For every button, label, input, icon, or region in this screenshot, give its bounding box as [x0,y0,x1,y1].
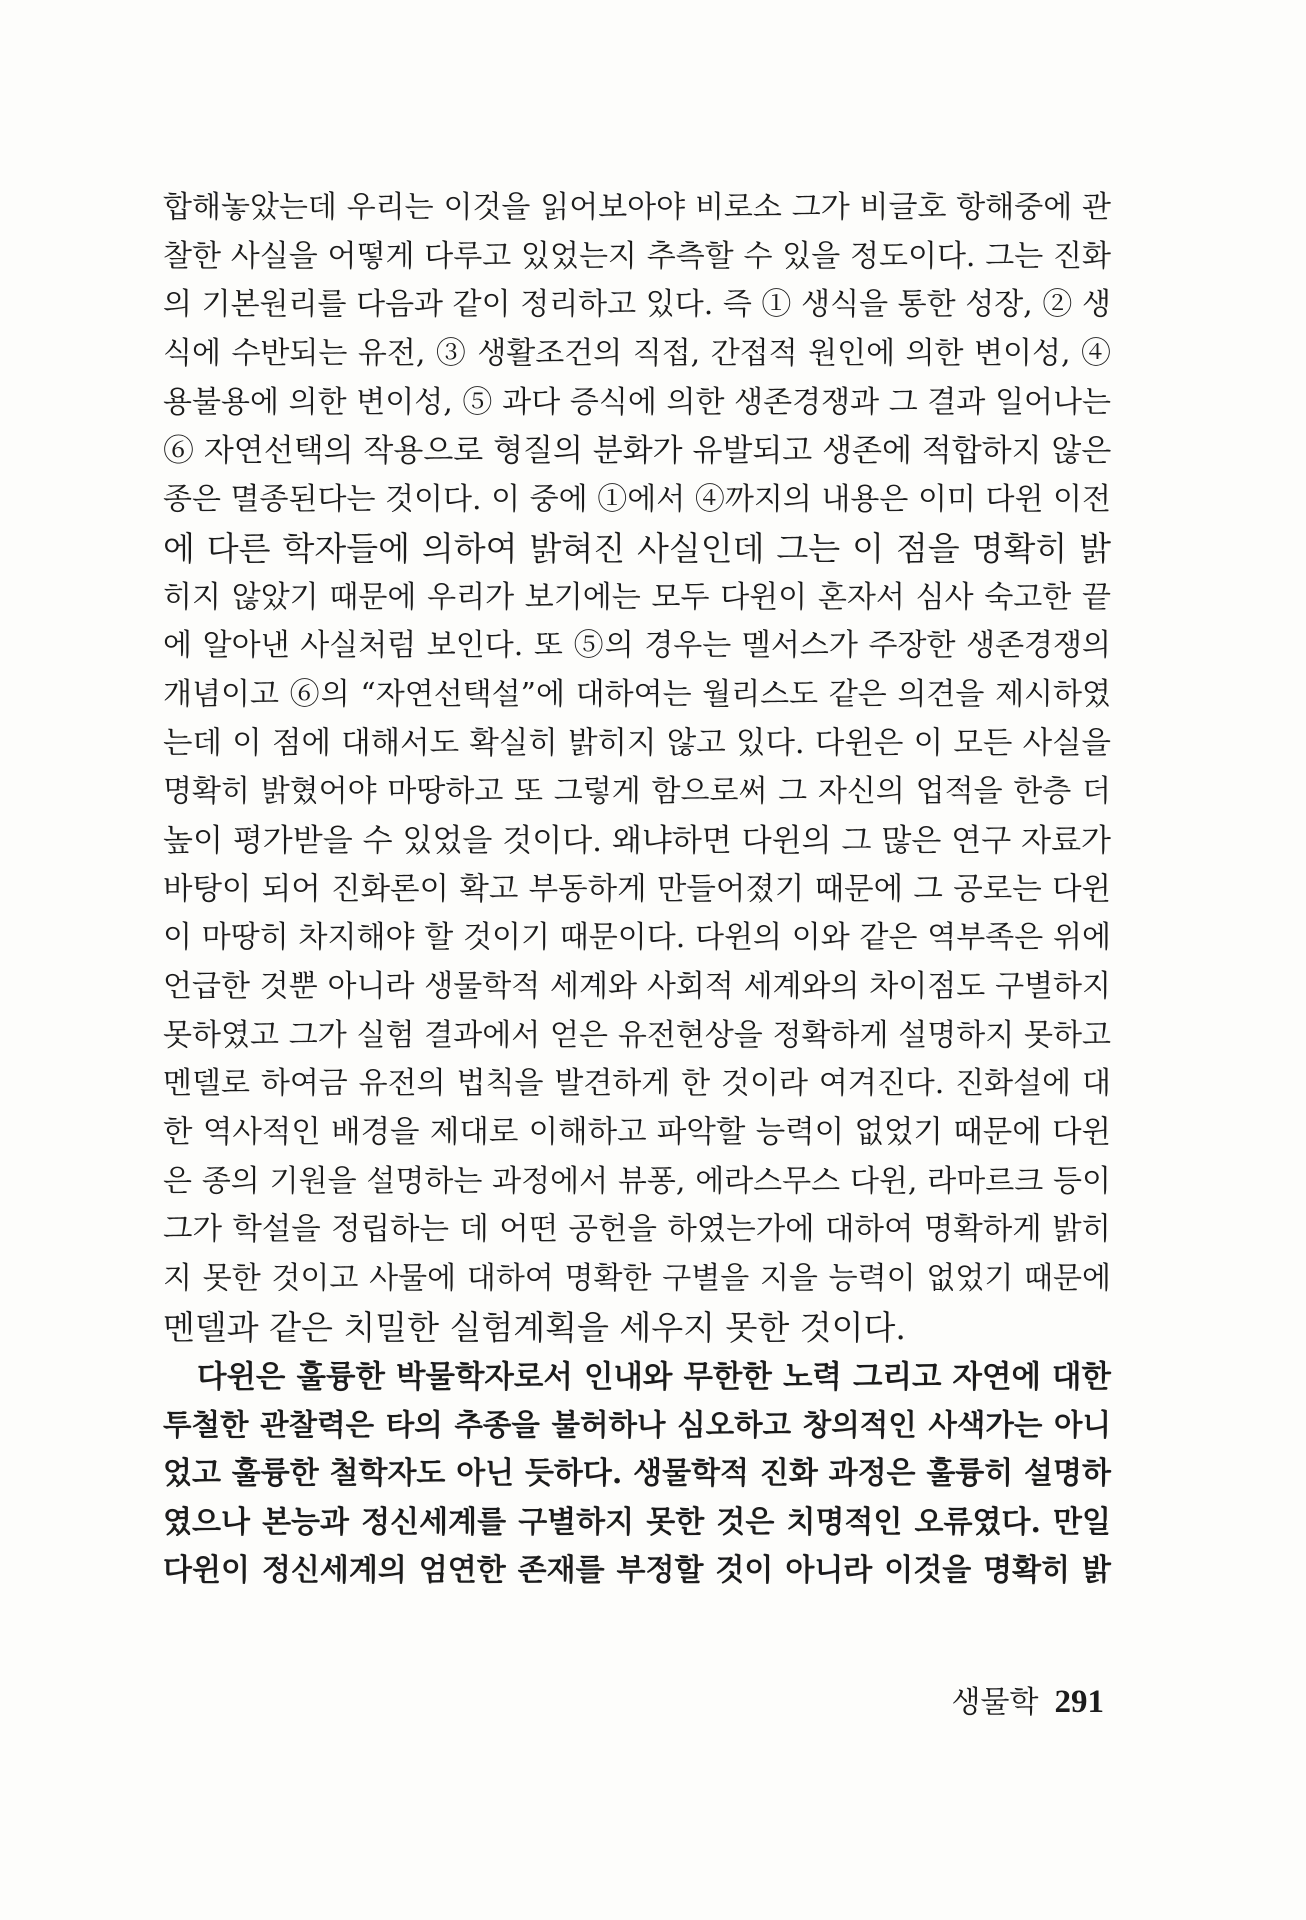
text-line: 히지 않았기 때문에 우리가 보기에는 모두 다윈이 혼자서 심사 숙고한 끝 [163,579,1111,615]
text-line: ⑥ 자연선택의 작용으로 형질의 분화가 유발되고 생존에 적합하지 않은 [163,433,1112,470]
text-line: 못하였고 그가 실험 결과에서 얻은 유전현상을 정확하게 설명하지 못하고 [163,1017,1111,1053]
text-line: 한 역사적인 배경을 제대로 이해하고 파악할 능력이 없었기 때문에 다윈 [163,1115,1111,1151]
text-line: 언급한 것뿐 아니라 생물학적 세계와 사회적 세계와의 차이점도 구별하지 [163,969,1111,1004]
text-line: 지 못한 것이고 사물에 대하여 명확한 구별을 지을 능력이 없었기 때문에 [163,1261,1111,1297]
paragraph-first-line: 다윈은 훌륭한 박물학자로서 인내와 무한한 노력 그리고 자연에 대한 [197,1358,1111,1395]
footer-section-title: 생물학 [951,1685,1039,1720]
text-line: 멘델로 하여금 유전의 법칙을 발견하게 한 것이라 여겨진다. 진화설에 대 [163,1066,1111,1102]
text-line: 종은 멸종된다는 것이다. 이 중에 ①에서 ④까지의 내용은 이미 다윈 이전 [163,482,1111,518]
text-line: 의 기본원리를 다음과 같이 정리하고 있다. 즉 ① 생식을 통한 성장, ② 생 [163,287,1111,323]
text-line: 찰한 사실을 어떻게 다루고 있었는지 추측할 수 있을 정도이다. 그는 진화 [163,238,1111,274]
text-line: 이 마땅히 차지해야 할 것이기 때문이다. 다윈의 이와 같은 역부족은 위에 [163,920,1111,956]
text-line: 명확히 밝혔어야 마땅하고 또 그렇게 함으로써 그 자신의 업적을 한층 더 [163,774,1111,810]
text-line: 그가 학설을 정립하는 데 어떤 공헌을 하였는가에 대하여 명확하게 밝히 [163,1212,1111,1248]
text-line: 식에 수반되는 유전, ③ 생활조건의 직접, 간접적 원인에 의한 변이성, ④ [163,336,1111,372]
text-line: 투철한 관찰력은 타의 추종을 불허하나 심오하고 창의적인 사색가는 아니 [163,1407,1111,1443]
running-footer [934,1680,1104,1724]
text-line: 는데 이 점에 대해서도 확실히 밝히지 않고 있다. 다윈은 이 모든 사실을 [163,725,1111,761]
text-line: 개념이고 ⑥의 “자연선택설”에 대하여는 월리스도 같은 의견을 제시하였 [163,676,1111,712]
text-line: 에 알아낸 사실처럼 보인다. 또 ⑤의 경우는 멜서스가 주장한 생존경쟁의 [163,628,1111,664]
text-line: 바탕이 되어 진화론이 확고 부동하게 만들어졌기 때문에 그 공로는 다윈 [163,871,1111,907]
body-text [163,184,1111,1596]
text-line: 다윈이 정신세계의 엄연한 존재를 부정할 것이 아니라 이것을 명확히 밝 [163,1553,1111,1589]
text-line: 에 다른 학자들에 의하여 밝혀진 사실인데 그는 이 점을 명확히 밝 [163,528,1111,568]
text-line: 용불용에 의한 변이성, ⑤ 과다 증식에 의한 생존경쟁과 그 결과 일어나는 [163,384,1111,420]
text-line: 었고 훌륭한 철학자도 아닌 듯하다. 생물학적 진화 과정은 훌륭히 설명하 [163,1455,1111,1491]
page-number: 291 [1054,1684,1104,1720]
text-line: 였으나 본능과 정신세계를 구별하지 못한 것은 치명적인 오류였다. 만일 [163,1504,1111,1540]
text-line: 높이 평가받을 수 있었을 것이다. 왜냐하면 다윈의 그 많은 연구 자료가 [163,822,1111,859]
text-line: 은 종의 기원을 설명하는 과정에서 뷰퐁, 에라스무스 다윈, 라마르크 등이 [163,1163,1111,1199]
text-line: 합해놓았는데 우리는 이것을 읽어보아야 비로소 그가 비글호 항해중에 관 [163,190,1111,225]
paragraph-last-line: 멘델과 같은 치밀한 실험계획을 세우지 못한 것이다. [163,1307,906,1347]
